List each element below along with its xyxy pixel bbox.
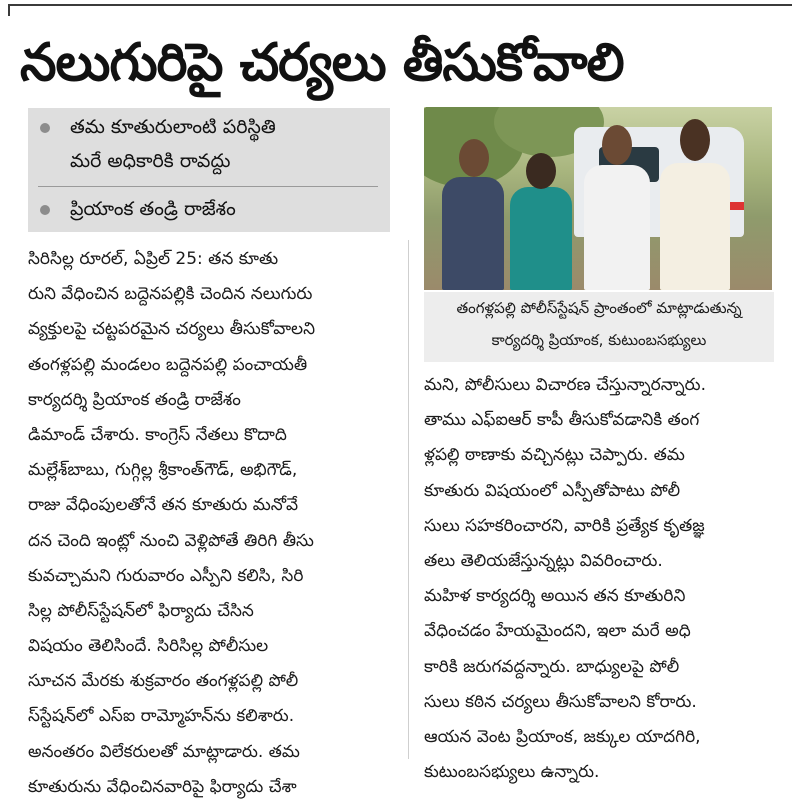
body-line: రుని వేధించిన బద్దెనపల్లికి చెందిన నలుగురు <box>28 284 313 305</box>
body-line: తాము ఎఫ్ఐఆర్ కాపీ తీసుకోవడానికి తంగ <box>424 410 700 431</box>
body-line: మహిళ కార్యదర్శి అయిన తన కూతురిని <box>424 586 686 607</box>
body-line: సూచన మేరకు శుక్రవారం తంగళ్లపల్లి పోలీ <box>28 671 299 692</box>
article-body-right <box>424 368 774 790</box>
body-line: డిమాండ్ చేశారు. కాంగ్రెస్ నేతలు కొదాది <box>28 424 287 445</box>
photo-caption <box>424 292 774 362</box>
body-line: కారికి జరుగవద్దన్నారు. బాధ్యులపై పోలీ <box>424 656 680 677</box>
bullet-icon <box>40 123 50 133</box>
highlights-box <box>28 108 390 232</box>
highlight-line-3: ప్రియాంక తండ్రి రాజేశం <box>70 198 236 220</box>
highlight-line-2: మరే అధికారికి రావద్దు <box>70 150 231 172</box>
body-line: దన చెంది ఇంట్లో నుంచి వెళ్లిపోతే తిరిగి తీసు <box>28 530 314 551</box>
body-line: తంగళ్లపల్లి మండలం బద్దెనపల్లి పంచాయతీ <box>28 354 308 375</box>
person-4 <box>660 163 730 290</box>
column-divider <box>408 240 409 759</box>
news-photo <box>424 107 772 290</box>
body-line: కార్యదర్శి ప్రియాంక తండ్రి రాజేశం <box>28 389 241 410</box>
caption-line: తంగళ్లపల్లి పోలీస్‌స్టేషన్ ప్రాంతంలో మాట్లాడుతున్న <box>456 299 742 317</box>
body-line: సిల్ల పోలీస్‌స్టేషన్‌లో ఫిర్యాదు చేసిన <box>28 600 254 621</box>
highlight-divider <box>38 186 378 187</box>
body-line: కువచ్చామని గురువారం ఎస్పీని కలిసి, సిరి <box>28 565 304 586</box>
body-line: తలు తెలియజేస్తున్నట్లు వివరించారు. <box>424 550 663 571</box>
body-line: ఆయన వెంట ప్రియాంక, జక్కుల యాదగిరి, <box>424 726 701 747</box>
body-line: కూతురును వేధించినవారిపై ఫిర్యాదు చేశా <box>28 776 297 797</box>
person-1 <box>442 177 504 290</box>
article-body-left <box>28 242 392 805</box>
person-3 <box>584 165 650 290</box>
body-line: సిరిసిల్ల రూరల్, ఏప్రిల్ 25: తన కూతు <box>28 249 279 269</box>
bullet-icon <box>40 205 50 215</box>
body-line: మల్లేశ్‌బాబు, గుగ్గిల్ల శ్రీకాంత్‌గౌడ్, అభిగౌడ్, <box>28 460 298 481</box>
body-line: కూతురు విషయంలో ఎస్పీతోపాటు పోలీ <box>424 480 681 501</box>
body-line: రాజు వేధింపులతోనే తన కూతురు మనోవే <box>28 495 299 516</box>
highlight-line-1: తమ కూతురులాంటి పరిస్థితి <box>70 116 276 138</box>
body-line: వ్యక్తులపై చట్టపరమైన చర్యలు తీసుకోవాలని <box>28 319 316 340</box>
top-rule <box>8 4 792 6</box>
headline: నలుగురిపై చర్యలు తీసుకోవాలి <box>20 33 624 93</box>
person-2 <box>510 187 572 290</box>
body-line: అనంతరం విలేకరులతో మాట్లాడారు. తమ <box>28 741 300 762</box>
body-line: సులు సహకరించారని, వారికి ప్రత్యేక కృతజ్ఞ <box>424 515 705 536</box>
body-line: స్‌స్టేషన్‌లో ఎస్ఐ రామ్మోహన్‌ను కలిశారు. <box>28 706 295 727</box>
body-line: సులు కఠిన చర్యలు తీసుకోవాలని కోరారు. <box>424 691 697 712</box>
body-line: విషయం తెలిసిందే. సిరిసిల్ల పోలీసుల <box>28 636 269 657</box>
body-line: వేధించడం హేయమైందని, ఇలా మరే అధి <box>424 621 691 642</box>
body-line: మని, పోలీసులు విచారణ చేస్తున్నారన్నారు. <box>424 375 706 395</box>
caption-line: కార్యదర్శి ప్రియాంక, కుటుంబసభ్యులు <box>491 331 707 349</box>
body-line: ళ్లపల్లి ఠాణాకు వచ్చినట్లు చెప్పారు. తమ <box>424 445 685 466</box>
side-rule <box>8 4 10 16</box>
body-line: కుటుంబసభ్యులు ఉన్నారు. <box>424 762 600 783</box>
